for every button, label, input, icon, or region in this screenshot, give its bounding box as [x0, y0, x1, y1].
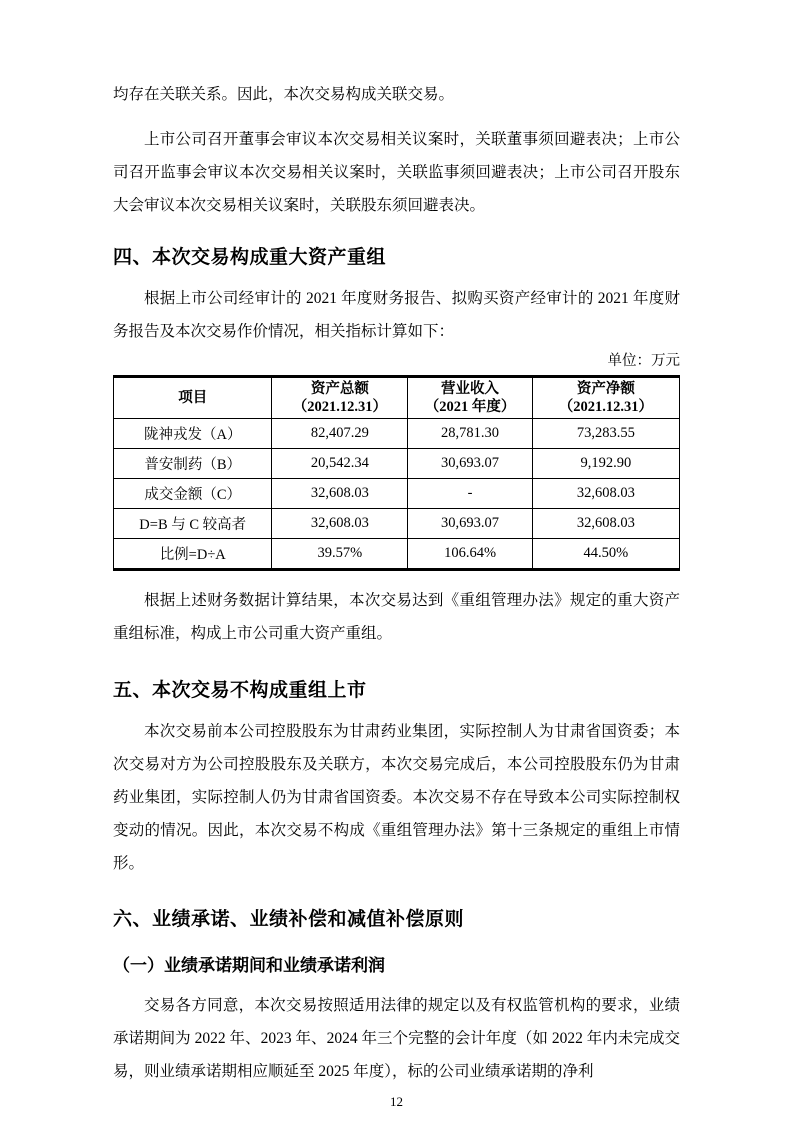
table-row: [114, 419, 680, 449]
table-cell: 普安制药（B）: [114, 449, 272, 479]
table-cell: 73,283.55: [532, 419, 679, 449]
table-header-item: [114, 377, 272, 419]
table-cell: 32,608.03: [532, 509, 679, 539]
page-number: 12: [390, 1094, 403, 1109]
table-cell: 陇神戎发（A）: [114, 419, 272, 449]
table-cell: 106.64%: [408, 539, 533, 570]
table-header-revenue: 营业收入 （2021 年度）: [408, 377, 533, 419]
section4-heading: 四、本次交易构成重大资产重组: [113, 247, 387, 268]
table-cell: 20,542.34: [272, 449, 408, 479]
section6-sub1-heading: （一）业绩承诺期间和业绩承诺利润: [113, 956, 385, 975]
section5-heading: 五、本次交易不构成重组上市: [113, 680, 367, 701]
table-row: [114, 449, 680, 479]
table-cell: 9,192.90: [532, 449, 679, 479]
table-header-row: [114, 377, 680, 419]
voting-paragraph: 上市公司召开董事会审议本次交易相关议案时，关联董事须回避表决；上市公司召开监事会审议本次交易相关议案时，关联监事须回避表决；上市公司召开股东大会审议本次交易相关议案时，关联股东须回避表决。: [113, 131, 680, 214]
table-row: [114, 479, 680, 509]
intro-tail-paragraph: 均存在关联关系。因此，本次交易构成关联交易。: [113, 86, 455, 103]
table-cell: 39.57%: [272, 539, 408, 570]
table-cell: 比例=D÷A: [114, 539, 272, 570]
table-cell: -: [408, 479, 533, 509]
table-row: [114, 539, 680, 570]
table-cell: 成交金额（C）: [114, 479, 272, 509]
table-unit-label: 单位：万元: [607, 353, 680, 369]
table-cell: 32,608.03: [272, 509, 408, 539]
table-header-net-assets: 资产净额 （2021.12.31）: [532, 377, 679, 419]
table-cell: 82,407.29: [272, 419, 408, 449]
table-cell: 28,781.30: [408, 419, 533, 449]
table-header-item-label: 项目: [178, 390, 208, 406]
table-header-total-assets: 资产总额 （2021.12.31）: [272, 377, 408, 419]
section5-paragraph: 本次交易前本公司控股股东为甘肃药业集团，实际控制人为甘肃省国资委；本次交易对方为公司控股股东及关联方，本次交易完成后，本公司控股股东仍为甘肃药业集团，实际控制人仍为甘肃省国资委。本次交易不存在导致本公司实际控制权变动的情况。因此，本次交易不构成《重组管理办法》第十三条规定的重组上市情形。: [113, 723, 680, 872]
table-cell: 32,608.03: [532, 479, 679, 509]
table-cell: D=B 与 C 较高者: [114, 509, 272, 539]
table-cell: 44.50%: [532, 539, 679, 570]
section4-conclusion-paragraph: 根据上述财务数据计算结果，本次交易达到《重组管理办法》规定的重大资产重组标准，构成上市公司重大资产重组。: [113, 592, 680, 642]
section6-sub1-paragraph: 交易各方同意，本次交易按照适用法律的规定以及有权监管机构的要求，业绩承诺期间为 2022 年、2023 年、2024 年三个完整的会计年度（如 2022 年内未完成交易，则业绩承诺期相应顺延至 2025 年度），标的公司业绩承诺期的净利: [113, 997, 680, 1080]
section6-heading: 六、业绩承诺、业绩补偿和减值补偿原则: [113, 909, 465, 930]
section4-intro-paragraph: 根据上市公司经审计的 2021 年度财务报告、拟购买资产经审计的 2021 年度财务报告及本次交易作价情况，相关指标计算如下：: [113, 290, 680, 340]
table-row: [114, 509, 680, 539]
table-cell: 32,608.03: [272, 479, 408, 509]
table-cell: 30,693.07: [408, 449, 533, 479]
table-cell: 30,693.07: [408, 509, 533, 539]
financial-indicators-table: [113, 375, 680, 571]
